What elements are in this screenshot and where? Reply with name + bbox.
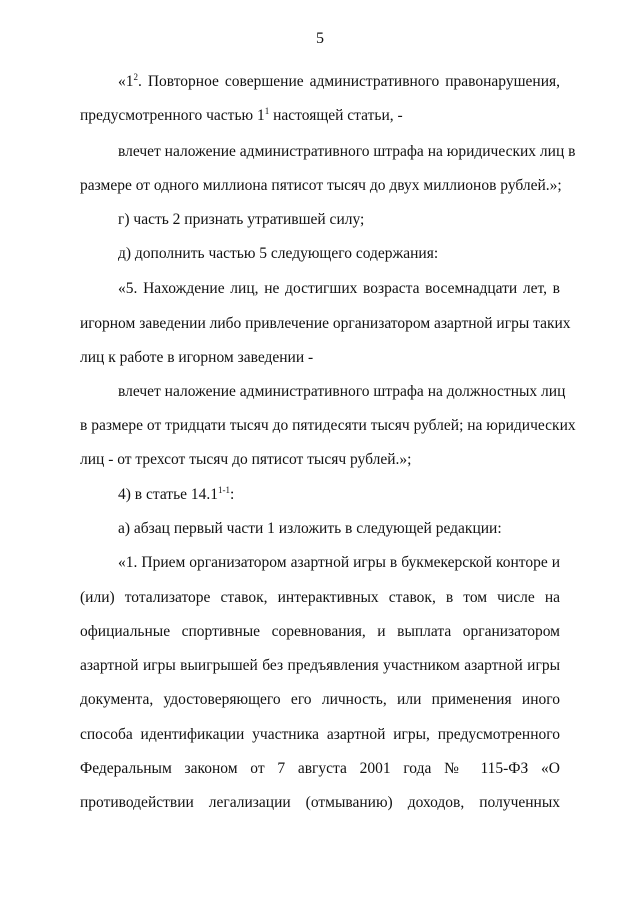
text-line-17: официальные спортивные соревнования, и выплата организатором xyxy=(80,623,560,640)
text-line-16: (или) тотализаторе ставок, интерактивных ставок, в том числе на xyxy=(80,589,560,606)
text-line-3: влечет наложение административного штрафа на юридических лиц в xyxy=(118,143,576,160)
text-segment: . Повторное совершение административного правонарушения, xyxy=(138,73,560,90)
text-line-12: лиц - от трехсот тысяч до пятисот тысяч рублей.»; xyxy=(80,451,412,468)
superscript: 1 xyxy=(264,106,270,116)
text-line-9: лиц к работе в игорном заведении - xyxy=(80,349,314,366)
text-segment: 4) в статье 14.1 xyxy=(118,486,219,503)
text-line-18: азартной игры выигрышей без предъявления участником азартной игры xyxy=(80,657,560,674)
text-line-4: размере от одного миллиона пятисот тысяч до двух миллионов рублей.»; xyxy=(80,177,562,194)
text-line-14: а) абзац первый части 1 изложить в следующей редакции: xyxy=(118,520,502,537)
text-line-13 xyxy=(118,485,234,505)
superscript: 2 xyxy=(133,72,138,82)
superscript: 1-1 xyxy=(218,485,231,495)
text-line-11: в размере от тридцати тысяч до пятидесяти тысяч рублей; на юридических xyxy=(80,417,576,434)
text-line-15: «1. Прием организатором азартной игры в букмекерской конторе и xyxy=(118,554,560,571)
text-line-20: способа идентификации участника азартной игры, предусмотренного xyxy=(80,726,560,743)
page-number: 5 xyxy=(316,30,324,47)
text-line-7: «5. Нахождение лиц, не достигших возраста восемнадцати лет, в xyxy=(118,280,560,297)
text-line-2 xyxy=(80,106,403,126)
text-segment: настоящей статьи, - xyxy=(269,107,403,124)
text-line-21: Федеральным законом от 7 августа 2001 года № 115-ФЗ «О xyxy=(80,760,560,777)
text-line-10: влечет наложение административного штрафа на должностных лиц xyxy=(118,383,566,400)
text-line-22: противодействии легализации (отмыванию) доходов, полученных xyxy=(80,794,560,811)
text-segment: предусмотренного частью 1 xyxy=(80,107,265,124)
text-line-1 xyxy=(118,72,560,92)
text-segment: «1 xyxy=(118,73,134,90)
text-line-8: игорном заведении либо привлечение организатором азартной игры таких xyxy=(80,315,571,332)
text-line-19: документа, удостоверяющего его личность, или применения иного xyxy=(80,691,560,708)
text-line-6: д) дополнить частью 5 следующего содержания: xyxy=(118,245,439,262)
text-line-5: г) часть 2 признать утратившей силу; xyxy=(118,211,365,228)
text-segment: : xyxy=(230,486,235,503)
